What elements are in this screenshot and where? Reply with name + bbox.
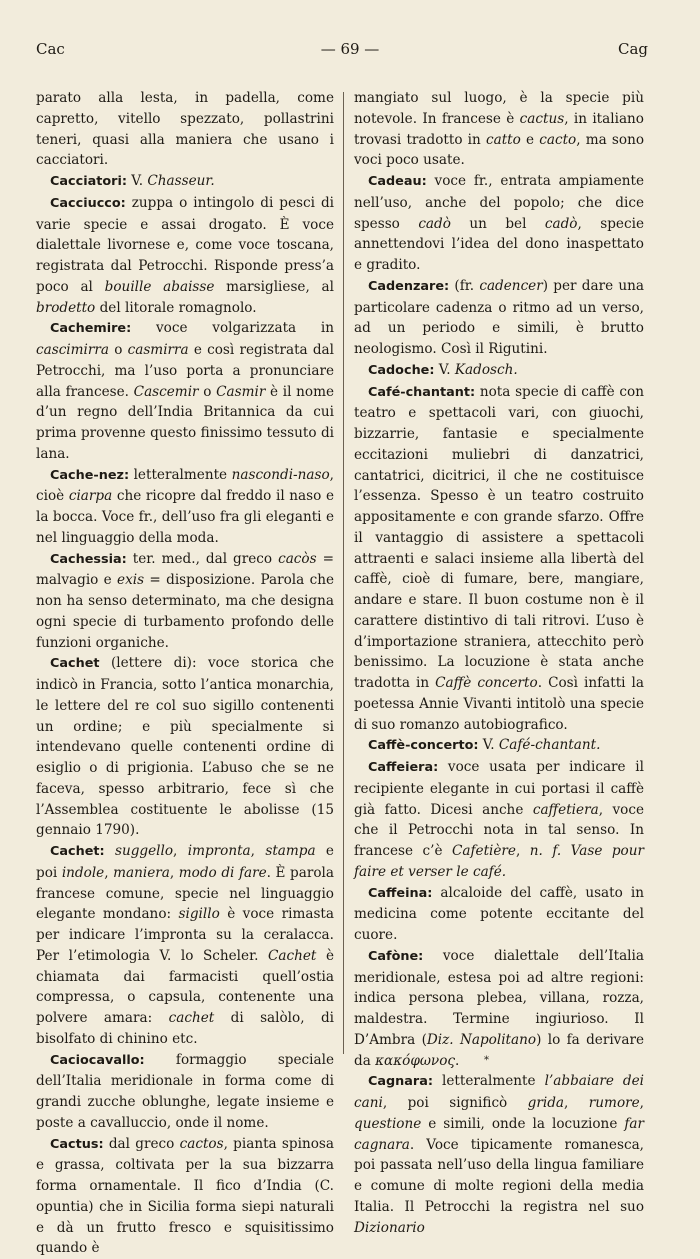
entry-headword: Cadeau: (368, 174, 427, 189)
entry-text: , (251, 843, 266, 859)
italic-term: Cafetière (452, 843, 516, 859)
entry-text: , poi significò (383, 1095, 528, 1111)
dictionary-entry (36, 549, 334, 654)
entry-text: letteralmente (129, 467, 232, 483)
italic-term: Cachet (268, 948, 316, 964)
right-column (354, 88, 644, 1238)
entry-text: = malvagio e (36, 551, 334, 589)
entry-headword: Cachet: (50, 844, 105, 859)
dictionary-entry (36, 318, 334, 464)
italic-term: caffetiera (533, 802, 599, 818)
dictionary-entry (354, 382, 644, 736)
entry-text: , (104, 865, 113, 881)
dictionary-entry (36, 88, 334, 171)
entry-text: , ma sono voci poco usate. (354, 132, 644, 169)
entry-text: parato alla lesta, in padella, come capretto, vitello spezzato, pollastrini teneri, quasi alla maniera che usano i cacciatori. (36, 90, 334, 168)
entry-text: , cioè (36, 467, 334, 505)
entry-text: è chiamata dai farmacisti quell’ostia compressa, o capsula, contenente una polvere amara: (36, 948, 334, 1026)
italic-term: cacòs (278, 551, 317, 567)
italic-term: brodetto (36, 300, 95, 316)
entry-text: , in italiano trovasi tradotto in (354, 111, 644, 148)
italic-term: cadò (418, 216, 451, 232)
entry-text: di salòlo, di bisolfato di chinino etc. (36, 1010, 334, 1047)
italic-term: indole (62, 865, 104, 881)
entry-text: , specie annettendovi l’idea del dono inaspettato e gradito. (354, 216, 644, 274)
italic-term: casmirra (128, 342, 189, 358)
italic-term: modo di fare (179, 865, 267, 881)
entry-text: voce dialettale dell’Italia meridionale, estesa poi ad altre regioni: indica persona plebea, villana, rozza, maldestra. Termine ingiurioso. Il D’Ambra ( (354, 948, 644, 1048)
italic-term: grida (528, 1095, 564, 1111)
running-head-left: Cac (36, 40, 65, 58)
dictionary-entry (354, 1071, 644, 1238)
italic-term: cadencer (479, 278, 542, 294)
entry-headword: Cachemire: (50, 321, 131, 336)
italic-term: κακόφωνος (375, 1053, 455, 1069)
italic-term: rumore (589, 1095, 640, 1111)
entry-headword: Cachessia: (50, 552, 127, 567)
entry-text: ter. med., dal greco (127, 551, 278, 567)
entry-text: un bel (451, 216, 545, 232)
entry-text: ) lo fa derivare da (354, 1032, 644, 1069)
dictionary-entry (36, 1050, 334, 1134)
entry-headword: Cactus: (50, 1137, 104, 1152)
entry-text: formaggio speciale dell’Italia meridionale in forma come di grandi zucche oblunghe, legate insieme e poste a cavalluccio, onde il nome. (36, 1052, 334, 1131)
entry-text: , (173, 843, 188, 859)
dictionary-entry (354, 88, 644, 171)
dictionary-entry (354, 883, 644, 946)
dictionary-entry (354, 946, 644, 1072)
dictionary-entry (36, 193, 334, 319)
entry-text: ) per dare una particolare cadenza o ritmo ad un verso, ad un periodo e simili, è brutto neologismo. Così il Rigutini. (354, 278, 644, 357)
entry-text: e (521, 132, 539, 148)
entry-headword: Cachet (50, 656, 100, 671)
italic-term: ciarpa (69, 488, 112, 504)
entry-headword: Caciocavallo: (50, 1053, 145, 1068)
italic-term: Caffè concerto (435, 675, 538, 691)
italic-term: Chasseur. (147, 173, 214, 189)
italic-term: n. f. Vase pour faire et verser le café. (354, 843, 644, 880)
italic-term: Kadosch. (455, 362, 518, 378)
entry-text: (lettere di): voce storica che indicò in Francia, sotto l’antica monarchia, le lettere del re col suo sigillo contenenti un ordine; e più specialmente si intendevano quelle contenenti ordine di esiglio o di prigionia. L’abuso che se ne faceva, spesso arbitrario, fece sì che l’Assemblea costituente le abolisse (15 gennaio 1790). (36, 655, 334, 838)
entry-text: . Così infatti la poetessa Annie Vivanti intitolò una specie di suo romanzo autobiografico. (354, 675, 644, 733)
dictionary-entry (354, 360, 644, 382)
entry-text (105, 843, 115, 859)
entry-headword: Caffeiera: (368, 760, 438, 775)
italic-term: Diz. Napolitano (427, 1032, 536, 1048)
italic-term: cascimirra (36, 342, 109, 358)
entry-text: che ricopre dal freddo il naso e la bocca. Voce fr., dell’uso fra gli eleganti e nel linguaggio della moda. (36, 488, 334, 546)
entry-text: = disposizione. Parola che non ha senso determinato, ma che designa ogni specie di turbamento profondo delle funzioni organiche. (36, 572, 334, 650)
italic-term: cactos (180, 1136, 224, 1152)
italic-term: l’abbaiare dei cani (354, 1073, 644, 1111)
entry-text: , (640, 1095, 644, 1111)
entry-text: (fr. (449, 278, 479, 294)
dictionary-entry (36, 171, 334, 193)
entry-text: e poi (36, 843, 334, 881)
entry-headword: Cafòne: (368, 949, 423, 964)
italic-term: maniera (113, 865, 170, 881)
entry-text: mangiato sul luogo, è la specie più notevole. In francese è (354, 90, 644, 127)
entry-text: è voce rimasta per indicare l’impronta su la ceralacca. Per l’etimologia V. lo Scheler. (36, 906, 334, 964)
italic-term: cachet (169, 1010, 215, 1026)
italic-term: cacto (539, 132, 576, 148)
entry-text: dal greco (104, 1136, 180, 1152)
italic-term: Casmir (216, 384, 265, 400)
entry-text: e così registrata dal Petrocchi, ma l’uso porta a pronunciare alla francese. (36, 342, 334, 400)
italic-term: Cascemir (134, 384, 199, 400)
entry-text: o (109, 342, 128, 358)
entry-text: voce fr., entrata ampiamente nell’uso, anche del popolo; che dice spesso (354, 173, 644, 232)
entry-text: letteralmente (433, 1073, 545, 1089)
entry-text: . È parola francese comune, specie nel linguaggio elegante mondano: (36, 865, 334, 923)
entry-text: voce volgarizzata in (131, 320, 334, 336)
entry-headword: Cacciucco: (50, 196, 126, 211)
entry-text: è il nome d’un regno dell’India Britannica da cui prima provenne questo finissimo tessuto di lana. (36, 384, 334, 462)
italic-term: catto (486, 132, 521, 148)
entry-text: , (516, 843, 530, 859)
entry-text: , (170, 865, 179, 881)
italic-term: questione (354, 1116, 421, 1132)
entry-text: , pianta spinosa e grassa, coltivata per la sua bizzarra forma ornamentale. Il fico d’India (C. opuntia) che in Sicilia forma siepi naturali e dà un frutto fresco e squisitissimo quando è (36, 1136, 334, 1257)
dictionary-entry (36, 653, 334, 841)
italic-term: exis (117, 572, 144, 588)
dictionary-entry (354, 735, 644, 757)
entry-text: alcaloide del caffè, usato in medicina come potente eccitante del cuore. (354, 885, 644, 944)
entry-text: nota specie di caffè con teatro e spettacoli vari, con giuochi, bizzarrie, fantasie e specialmente eccitazioni muliebri di danzatrici, cantatrici, dicitrici, il che ne costituisce l’essenza. Spesso è un teatro costruito appositamente e con grande sfarzo. Offre il vantaggio di assistere a spettacoli attraenti e salaci insieme alla libertà del caffè, cioè di fumare, bere, mangiare, andare e stare. Il buon costume non è il carattere distintivo di tali ritrovi. L’uso è d’importazione straniera, attecchito però benissimo. La locuzione è stata anche tradotta in (354, 384, 644, 692)
entry-text: e simili, onde la locuzione (421, 1116, 624, 1132)
dictionary-entry (36, 465, 334, 549)
italic-term: impronta (188, 843, 251, 859)
italic-term: far cagnara (354, 1116, 644, 1153)
page-number: — 69 — (0, 40, 700, 58)
italic-term: cadò (545, 216, 578, 232)
italic-term: bouille abaisse (105, 279, 215, 295)
footer-mark: * (484, 1055, 489, 1066)
entry-text: del litorale romagnolo. (95, 300, 256, 316)
dictionary-entry (354, 171, 644, 276)
dictionary-entry (354, 757, 644, 883)
entry-headword: Cache-nez: (50, 468, 129, 483)
italic-term: suggello (115, 843, 173, 859)
italic-term: Dizionario (354, 1220, 425, 1236)
italic-term: cactus (520, 111, 565, 127)
italic-term: nascondi-naso (232, 467, 330, 483)
entry-headword: Cagnara: (368, 1074, 433, 1089)
running-head-right: Cag (618, 40, 648, 58)
entry-headword: Caffè-concerto: (368, 738, 478, 753)
entry-text: marsigliese, al (214, 279, 334, 295)
entry-text: . Voce tipicamente romanesca, poi passata nell’uso della lingua familiare e comune di molte regioni della media Italia. Il Petrocchi la registra nel suo (354, 1137, 644, 1215)
entry-text: , (564, 1095, 589, 1111)
italic-term: sigillo (179, 906, 220, 922)
entry-headword: Cadenzare: (368, 279, 449, 294)
entry-text: V. (127, 173, 147, 189)
column-divider (343, 92, 344, 1054)
entry-headword: Café-chantant: (368, 385, 475, 400)
italic-term: Café-chantant. (499, 737, 601, 753)
entry-text: V. (434, 362, 454, 378)
entry-headword: Caffeina: (368, 886, 432, 901)
entry-text: . (455, 1053, 459, 1069)
entry-text: o (199, 384, 217, 400)
entry-text: V. (478, 737, 498, 753)
entry-headword: Cacciatori: (50, 174, 127, 189)
entry-text: voce usata per indicare il recipiente elegante in cui portasi il caffè già fatto. Dicesi anche (354, 759, 644, 818)
entry-text: , voce che il Petrocchi nota in tal senso. In francese c’è (354, 802, 644, 860)
entry-text: zuppa o intingolo di pesci di varie specie e assai drogato. È voce dialettale livornese e, come voce toscana, registrata dal Petrocchi. Risponde press’a poco al (36, 195, 334, 295)
entry-headword: Cadoche: (368, 363, 434, 378)
dictionary-entry (36, 1134, 334, 1259)
dictionary-entry (354, 276, 644, 360)
left-column (36, 88, 334, 1259)
italic-term: stampa (265, 843, 315, 859)
dictionary-entry (36, 841, 334, 1050)
